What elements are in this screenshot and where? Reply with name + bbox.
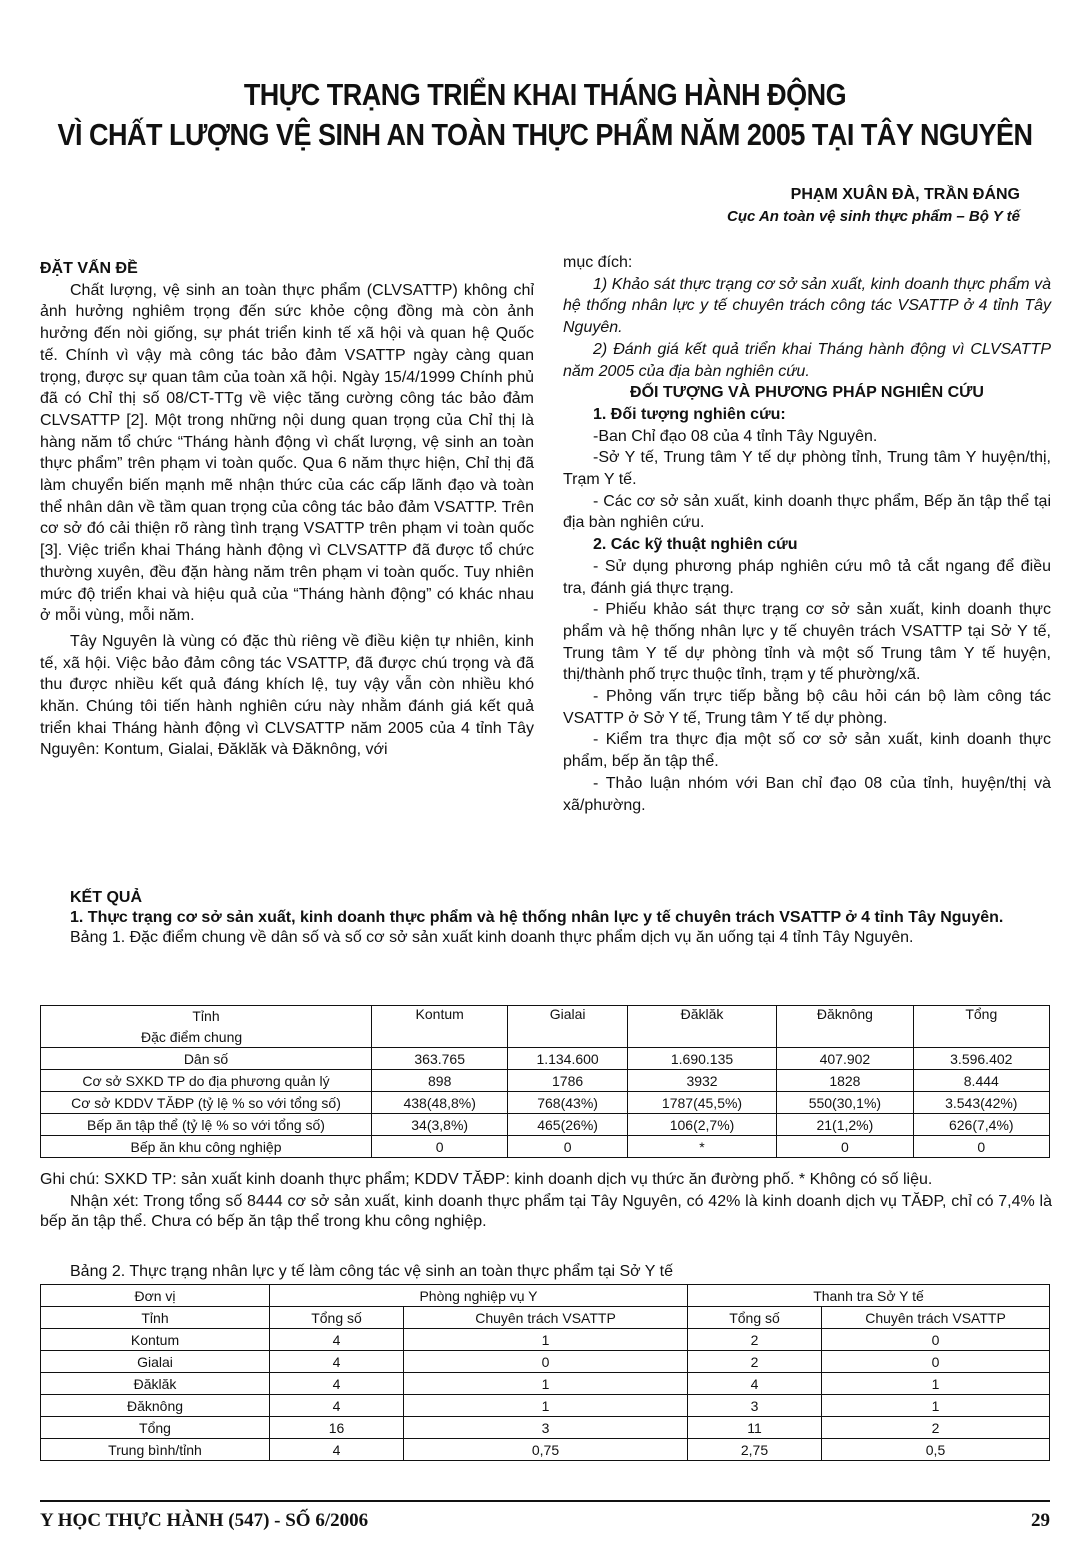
intro-paragraph-1: Chất lượng, vệ sinh an toàn thực phẩm (CLVSATTP) không chỉ ảnh hưởng nghiêm trọng đến sức khỏe cộng đồng mà còn ảnh hưởng đến nòi giống, sự phát triển kinh tế xã hội và quan hệ Quốc tế. Chính vì vậy mà công tác bảo đảm VSATTP ngày càng quan trọng, được sự quan tâm của toàn xã hội. Ngày 15/4/1999 Chính phủ đã có Chỉ thị số 08/CT-TTg về việc tăng cường công tác bảo đảm CLVSATTP [2]. Một trong những nội dung quan trọng của Chỉ thị là hàng năm tổ chức “Tháng hành động vì chất lượng, vệ sinh an toàn thực phẩm” trên phạm vi toàn quốc. Qua 6 năm thực hiện, Chỉ thị đã làm chuyển biến mạnh mẽ nhận thức của các cấp lãnh đạo và toàn thể nhân dân về tầm quan trọng của công tác bảo đảm VSATTP. Trên cơ sở đó cải thiện rõ ràng tình trạng VSATTP trên phạm vi toàn quốc [3]. Việc triển khai Tháng hành động vì CLVSATTP đã được tổ chức thường xuyên, đều đặn hàng năm trên phạm vi toàn quốc. Tuy nhiên mức độ triển khai và hiệu quả của “Tháng hành động” có khác nhau ở mỗi vùng, mỗi năm. <box>40 281 534 625</box>
table1-cell: 407.902 <box>777 1048 913 1070</box>
subjects-item-1: -Ban Chỉ đạo 08 của 4 tỉnh Tây Nguyên. <box>593 427 878 445</box>
table1-remark: Nhận xét: Trong tổng số 8444 cơ sở sản xuất, kinh doanh thực phẩm tại Tây Nguyên, có 42% là kinh doanh dịch vụ TĂĐP, chỉ có 7,4% là bếp ăn tập thể. Chưa có bếp ăn tập thể trong khu công nghiệp. <box>40 1193 1052 1230</box>
table1-cell: 363.765 <box>372 1048 508 1070</box>
table-row <box>41 1395 1050 1417</box>
technique-item-2: - Phiếu khảo sát thực trạng cơ sở sản xuất, kinh doanh thực phẩm và hệ thống nhân lực y tế chuyên trách VSATTP tại Sở Y tế, Trung tâm Y tế dự phòng tỉnh và một số Trung tâm Y tế huyện, thị/thành phố trực thuộc tỉnh, trạm y tế phường/xã. <box>563 601 1051 684</box>
table1-cell: 0 <box>508 1136 627 1158</box>
section-heading-intro: ĐẶT VẤN ĐỀ <box>40 260 138 277</box>
table2-subheader: Tổng số <box>688 1307 822 1329</box>
table2-cell: 3 <box>404 1417 688 1439</box>
table2-cell: 2 <box>822 1417 1050 1439</box>
intro-paragraph-2: Tây Nguyên là vùng có đặc thù riêng về điều kiện tự nhiên, kinh tế, xã hội. Việc bảo đảm công tác VSATTP, đã được chú trọng và đã thu được nhiều kết quả đáng khích lệ, tuy vậy vẫn còn nhiều khó khăn. Chúng tôi tiến hành nghiên cứu này nhằm đánh giá kết quả triển khai Tháng hành động vì CLVSATTP năm 2005 của 4 tỉnh Tây Nguyên: Kontum, Gialai, Đăklăk và Đăknông, với <box>40 632 534 759</box>
table2-cell: 16 <box>270 1417 404 1439</box>
aims-intro: mục đích: <box>563 254 633 271</box>
table1-cell: 768(43%) <box>508 1092 627 1114</box>
table2-cell: 0,5 <box>822 1439 1050 1461</box>
table2-caption-block <box>40 1262 1052 1282</box>
table2-cell: 1 <box>404 1329 688 1351</box>
table2-row-label: Trung bình/tỉnh <box>41 1439 270 1461</box>
table1-corner-cell <box>41 1006 372 1048</box>
table-1 <box>40 1005 1050 1158</box>
table2-subheader: Chuyên trách VSATTP <box>404 1307 688 1329</box>
page-number: 29 <box>1031 1510 1050 1531</box>
table1-row-label: Dân số <box>41 1048 372 1070</box>
table1-row-label: Bếp ăn tập thể (tỷ lệ % so với tổng số) <box>41 1114 372 1136</box>
table-row <box>41 1329 1050 1351</box>
table2-cell: 11 <box>688 1417 822 1439</box>
table2-row-label: Tổng <box>41 1417 270 1439</box>
table2-cell: 4 <box>270 1373 404 1395</box>
table1-header: Đăklăk <box>627 1006 776 1048</box>
table2-cell: 1 <box>404 1395 688 1417</box>
table-row <box>41 1373 1050 1395</box>
table2-row-label: Đăknông <box>41 1395 270 1417</box>
table1-cell: 3932 <box>627 1070 776 1092</box>
technique-item-1: - Sử dụng phương pháp nghiên cứu mô tả cắt ngang để điều tra, đánh giá thực trạng. <box>563 557 1051 597</box>
table1-header: Tổng <box>913 1006 1049 1048</box>
technique-item-4: - Kiểm tra thực địa một số cơ sở sản xuất, kinh doanh thực phẩm, bếp ăn tập thể. <box>563 731 1051 771</box>
technique-item-3: - Phỏng vấn trực tiếp bằng bộ câu hỏi cán bộ làm công tác VSATTP ở Sở Y tế, Trung tâm Y tế dự phòng. <box>563 688 1051 727</box>
table1-cell: 1828 <box>777 1070 913 1092</box>
table2-cell: 2 <box>688 1329 822 1351</box>
table1-cell: 3.543(42%) <box>913 1092 1049 1114</box>
table2-cell: 1 <box>404 1373 688 1395</box>
subjects-item-2: -Sở Y tế, Trung tâm Y tế dự phòng tỉnh, Trung tâm Y huyện/thị, Trạm Y tế. <box>563 449 1051 489</box>
table1-cell: 626(7,4%) <box>913 1114 1049 1136</box>
table2-corner-top: Đơn vị <box>41 1285 270 1307</box>
table2-cell: 1 <box>822 1395 1050 1417</box>
author-names: PHẠM XUÂN ĐÀ, TRẦN ĐÁNG <box>790 186 1020 203</box>
table2-row-label: Gialai <box>41 1351 270 1373</box>
table-row <box>41 1351 1050 1373</box>
section-heading-results: KẾT QUẢ <box>70 889 142 906</box>
table2-group-header: Phòng nghiệp vụ Y <box>270 1285 688 1307</box>
table1-cell: 34(3,8%) <box>372 1114 508 1136</box>
table1-row-label: Cơ sở KDDV TĂĐP (tỷ lệ % so với tổng số) <box>41 1092 372 1114</box>
table1-corner-top: Tỉnh <box>192 1008 220 1024</box>
authors-block <box>727 186 1020 225</box>
notes-block <box>40 1170 1052 1232</box>
table1-cell: 898 <box>372 1070 508 1092</box>
table1-cell: 0 <box>913 1136 1049 1158</box>
footer-divider <box>40 1500 1050 1502</box>
technique-item-5: - Thảo luận nhóm với Ban chỉ đạo 08 của tỉnh, huyện/thị và xã/phường. <box>563 774 1051 814</box>
table-row <box>41 1136 1050 1158</box>
table2-group-header: Thanh tra Sở Y tế <box>688 1285 1050 1307</box>
section-heading-methods: ĐỐI TƯỢNG VÀ PHƯƠNG PHÁP NGHIÊN CỨU <box>630 384 984 402</box>
table2-row-label: Kontum <box>41 1329 270 1351</box>
page-footer <box>40 1510 1050 1532</box>
table-2 <box>40 1284 1050 1461</box>
table1-caption: Bảng 1. Đặc điểm chung về dân số và số cơ sở sản xuất kinh doanh thực phẩm dịch vụ ăn uống tại 4 tỉnh Tây Nguyên. <box>70 929 914 946</box>
table1-row-label: Bếp ăn khu công nghiệp <box>41 1136 372 1158</box>
table1-header: Đăknông <box>777 1006 913 1048</box>
table1-cell: 438(48,8%) <box>372 1092 508 1114</box>
table2-cell: 1 <box>822 1373 1050 1395</box>
subheading-techniques: 2. Các kỹ thuật nghiên cứu <box>593 536 798 554</box>
subjects-item-3: - Các cơ sở sản xuất, kinh doanh thực phẩm, Bếp ăn tập thể tại địa bàn nghiên cứu. <box>563 492 1051 532</box>
table2-cell: 0 <box>822 1329 1050 1351</box>
right-column <box>563 252 1051 816</box>
table1-header: Kontum <box>372 1006 508 1048</box>
table2-cell: 0,75 <box>404 1439 688 1461</box>
table1-cell: 465(26%) <box>508 1114 627 1136</box>
table2-cell: 3 <box>688 1395 822 1417</box>
table2-cell: 2 <box>688 1351 822 1373</box>
table2-cell: 4 <box>270 1395 404 1417</box>
table2-cell: 4 <box>270 1329 404 1351</box>
table2-caption: Bảng 2. Thực trạng nhân lực y tế làm công tác vệ sinh an toàn thực phẩm tại Sở Y tế <box>70 1263 673 1280</box>
table2-cell: 0 <box>822 1351 1050 1373</box>
table1-header: Gialai <box>508 1006 627 1048</box>
table1-cell: 0 <box>372 1136 508 1158</box>
title-line-2: VÌ CHẤT LƯỢNG VỆ SINH AN TOÀN THỰC PHẨM NĂM 2005 TẠI TÂY NGUYÊN <box>57 118 1033 152</box>
table2-subheader: Chuyên trách VSATTP <box>822 1307 1050 1329</box>
table1-cell: 1786 <box>508 1070 627 1092</box>
table1-cell: 1787(45,5%) <box>627 1092 776 1114</box>
table1-row-label: Cơ sở SXKD TP do địa phương quản lý <box>41 1070 372 1092</box>
aim-2: 2) Đánh giá kết quả triển khai Tháng hành động vì CLVSATTP năm 2005 của địa bàn nghiên cứu. <box>563 340 1051 380</box>
aim-1: 1) Khảo sát thực trạng cơ sở sản xuất, kinh doanh thực phẩm và hệ thống nhân lực y tế chuyên trách công tác VSATTP ở 4 tỉnh Tây Nguyên. <box>563 275 1051 337</box>
table2-row-label: Đăklăk <box>41 1373 270 1395</box>
table1-corner-bottom: Đặc điểm chung <box>141 1029 243 1045</box>
table2-cell: 2,75 <box>688 1439 822 1461</box>
table1-cell: * <box>627 1136 776 1158</box>
table1-cell: 8.444 <box>913 1070 1049 1092</box>
subheading-subjects: 1. Đối tượng nghiên cứu: <box>593 405 786 423</box>
table1-cell: 3.596.402 <box>913 1048 1049 1070</box>
table1-note: Ghi chú: SXKD TP: sản xuất kinh doanh thực phẩm; KDDV TĂĐP: kinh doanh dịch vụ thức ăn đường phố. * Không có số liệu. <box>40 1171 933 1188</box>
table1-cell: 1.690.135 <box>627 1048 776 1070</box>
results-subheading-1: 1. Thực trạng cơ sở sản xuất, kinh doanh thực phẩm và hệ thống nhân lực y tế chuyên trách VSATTP ở 4 tỉnh Tây Nguyên. <box>70 909 1004 926</box>
table2-corner-bottom: Tỉnh <box>41 1307 270 1329</box>
left-column <box>40 258 534 761</box>
table-row <box>41 1048 1050 1070</box>
table1-cell: 1.134.600 <box>508 1048 627 1070</box>
table-row <box>41 1092 1050 1114</box>
table-row <box>41 1439 1050 1461</box>
author-affiliation: Cục An toàn vệ sinh thực phẩm – Bộ Y tế <box>727 208 1020 225</box>
table2-cell: 4 <box>688 1373 822 1395</box>
table2-cell: 4 <box>270 1351 404 1373</box>
table2-cell: 4 <box>270 1439 404 1461</box>
table1-cell: 0 <box>777 1136 913 1158</box>
journal-name: Y HỌC THỰC HÀNH (547) - SỐ 6/2006 <box>40 1510 369 1531</box>
title-line-1: THỰC TRẠNG TRIỂN KHAI THÁNG HÀNH ĐỘNG <box>243 78 847 112</box>
table2-subheader: Tổng số <box>270 1307 404 1329</box>
table1-cell: 550(30,1%) <box>777 1092 913 1114</box>
table-row <box>41 1417 1050 1439</box>
results-section <box>40 888 1052 948</box>
table-row <box>41 1070 1050 1092</box>
table1-cell: 106(2,7%) <box>627 1114 776 1136</box>
table2-cell: 0 <box>404 1351 688 1373</box>
table-row <box>41 1114 1050 1136</box>
table1-cell: 21(1,2%) <box>777 1114 913 1136</box>
